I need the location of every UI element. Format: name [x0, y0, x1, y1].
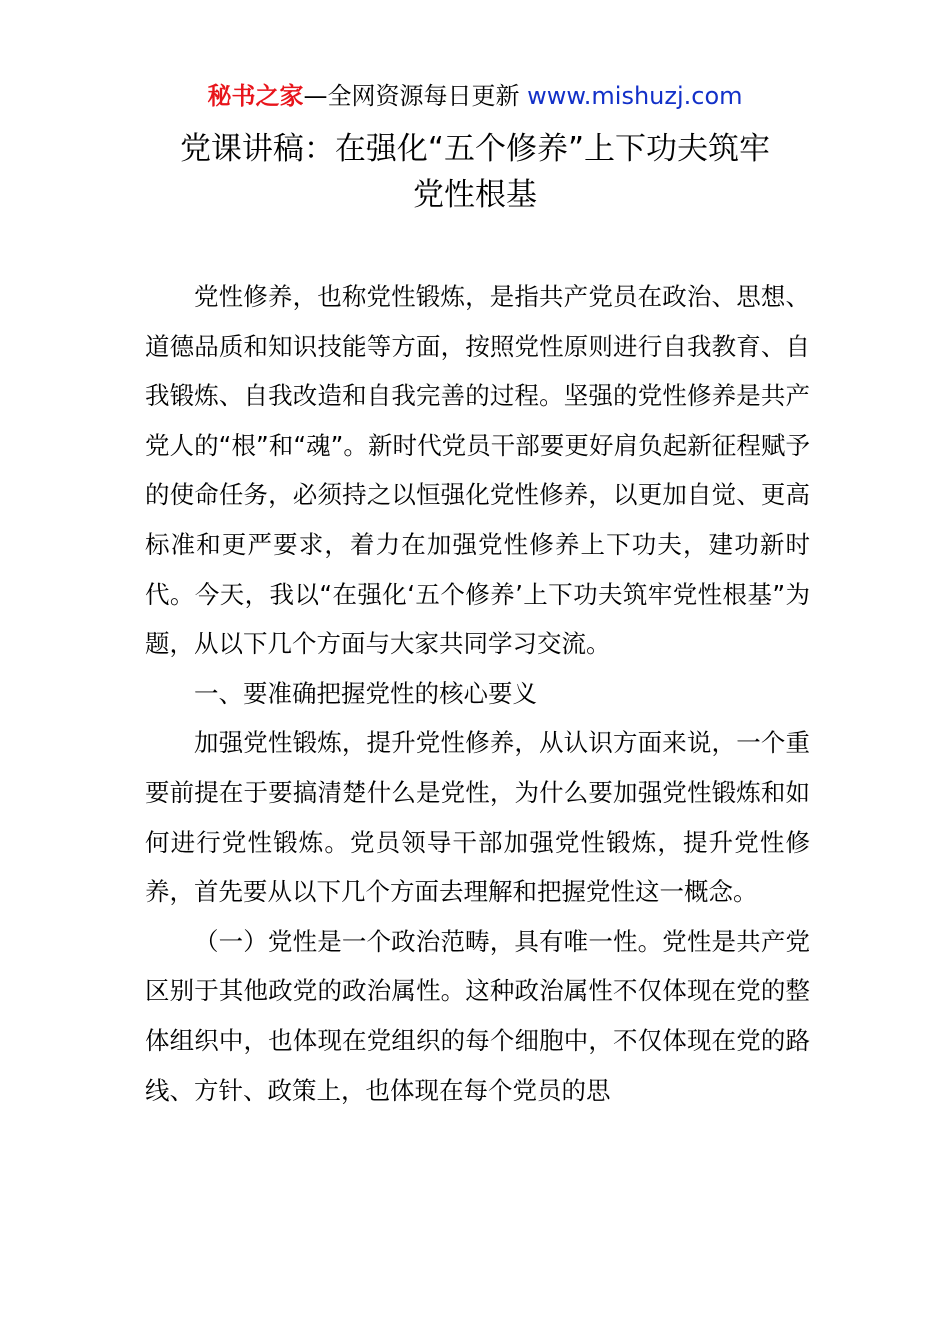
title-line-1: 党课讲稿：在强化“五个修养”上下功夫筑牢	[179, 131, 771, 167]
site-tagline: —全网资源每日更新	[303, 82, 520, 110]
title-line-2: 党性根基	[413, 177, 537, 213]
site-url-link[interactable]: www.mishuzj.com	[519, 82, 743, 110]
paragraph-subsection-1: （一）党性是一个政治范畴，具有唯一性。党性是共产党区别于其他政党的政治属性。这种政治属性不仅体现在党的整体组织中，也体现在党组织的每个细胞中，不仅体现在党的路线、方针、政策上，也体现在每个党员的思	[145, 926, 810, 1105]
paragraph-section-1: 加强党性锻炼，提升党性修养，从认识方面来说，一个重要前提在于要搞清楚什么是党性，为什么要加强党性锻炼和如何进行党性锻炼。党员领导干部加强党性锻炼，提升党性修养，首先要从以下几个方面去理解和把握党性这一概念。	[145, 728, 810, 907]
document-title	[100, 126, 850, 218]
section-heading-1: 一、要准确把握党性的核心要义	[194, 678, 537, 708]
site-brand: 秘书之家	[207, 82, 304, 110]
paragraph-intro: 党性修养，也称党性锻炼，是指共产党员在政治、思想、道德品质和知识技能等方面，按照党性原则进行自我教育、自我锻炼、自我改造和自我完善的过程。坚强的党性修养是共产党人的“根”和“魂”。新时代党员干部要更好肩负起新征程赋予的使命任务，必须持之以恒强化党性修养，以更加自觉、更高标准和更严要求，着力在加强党性修养上下功夫，建功新时代。今天，我以“在强化‘五个修养’上下功夫筑牢党性根基”为题，从以下几个方面与大家共同学习交流。	[145, 282, 810, 659]
document-body	[145, 272, 810, 1115]
site-header	[0, 80, 950, 112]
